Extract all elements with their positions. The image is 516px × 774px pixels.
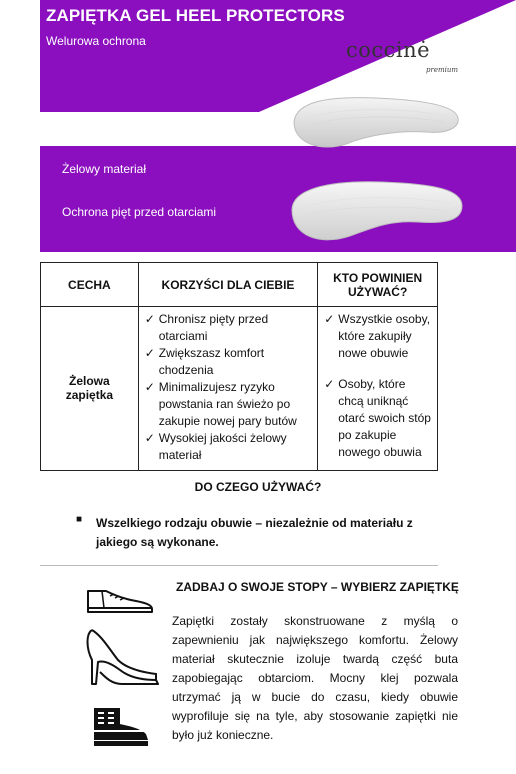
feature-heel-protection: Ochrona pięt przed otarciami bbox=[62, 205, 217, 219]
care-description: Zapiętki zostały skonstruowane z myślą o zapewnieniu jak największego komfortu. Żelowy materiał skutecznie izoluje twardą część buta zapobiegając obtarciom. Mocny klej pozwala utrzymać ją w bucie do czasu, kiedy obuwie wyprofiluje się na tyle, aby stosowanie zapiętki nie było już konieczne. bbox=[172, 614, 458, 742]
high-heel-icon bbox=[82, 626, 162, 688]
product-title: ZAPIĘTKA GEL HEEL PROTECTORS bbox=[46, 6, 345, 25]
table-row bbox=[41, 307, 438, 471]
benefit-item: ✓ Wysokiej jakości żelowy materiał bbox=[143, 430, 314, 464]
benefit-item: ✓ Minimalizujesz ryzyko powstania ran świeżo po zakupie nowej pary butów bbox=[143, 379, 314, 430]
features-table bbox=[40, 262, 438, 471]
benefit-item: ✓ Chronisz pięty przed otarciami bbox=[143, 311, 314, 345]
benefit-item: ✓ Zwiększasz komfort chodzenia bbox=[143, 345, 314, 379]
brand-tagline: premium bbox=[426, 66, 458, 74]
usage-title: DO CZEGO UŻYWAĆ? bbox=[194, 480, 322, 494]
gel-pad-image-top bbox=[286, 92, 462, 154]
dress-shoe-icon bbox=[84, 585, 156, 617]
header-benefits: KORZYŚCI DLA CIEBIE bbox=[138, 263, 318, 307]
bullet-square-icon: ■ bbox=[76, 514, 83, 525]
header-who: KTO POWINIEN UŻYWAĆ? bbox=[318, 263, 438, 307]
product-subtitle: Welurowa ochrona bbox=[46, 34, 146, 48]
usage-item: Wszelkiego rodzaju obuwie – niezależnie od materiału z jakiego są wykonane. bbox=[96, 516, 413, 549]
feature-gel-material: Żelowy materiał bbox=[62, 162, 147, 176]
brand-logo: coccinė bbox=[346, 38, 431, 62]
benefits-cell bbox=[138, 307, 318, 471]
who-item: ✓ Osoby, które chcą uniknąć otarć swoich stóp po zakupie nowego obuwia bbox=[322, 376, 433, 461]
who-cell bbox=[318, 307, 438, 471]
gel-pad-image-bottom bbox=[286, 176, 466, 246]
feature-cell: Żelowa zapiętka bbox=[41, 307, 139, 471]
header-feature: CECHA bbox=[41, 263, 139, 307]
who-item: ✓ Wszystkie osoby, które zakupiły nowe obuwie bbox=[322, 311, 433, 362]
boot-icon bbox=[90, 706, 152, 748]
section-divider bbox=[40, 565, 438, 566]
care-title: ZADBAJ O SWOJE STOPY – WYBIERZ ZAPIĘTKĘ bbox=[176, 580, 459, 594]
